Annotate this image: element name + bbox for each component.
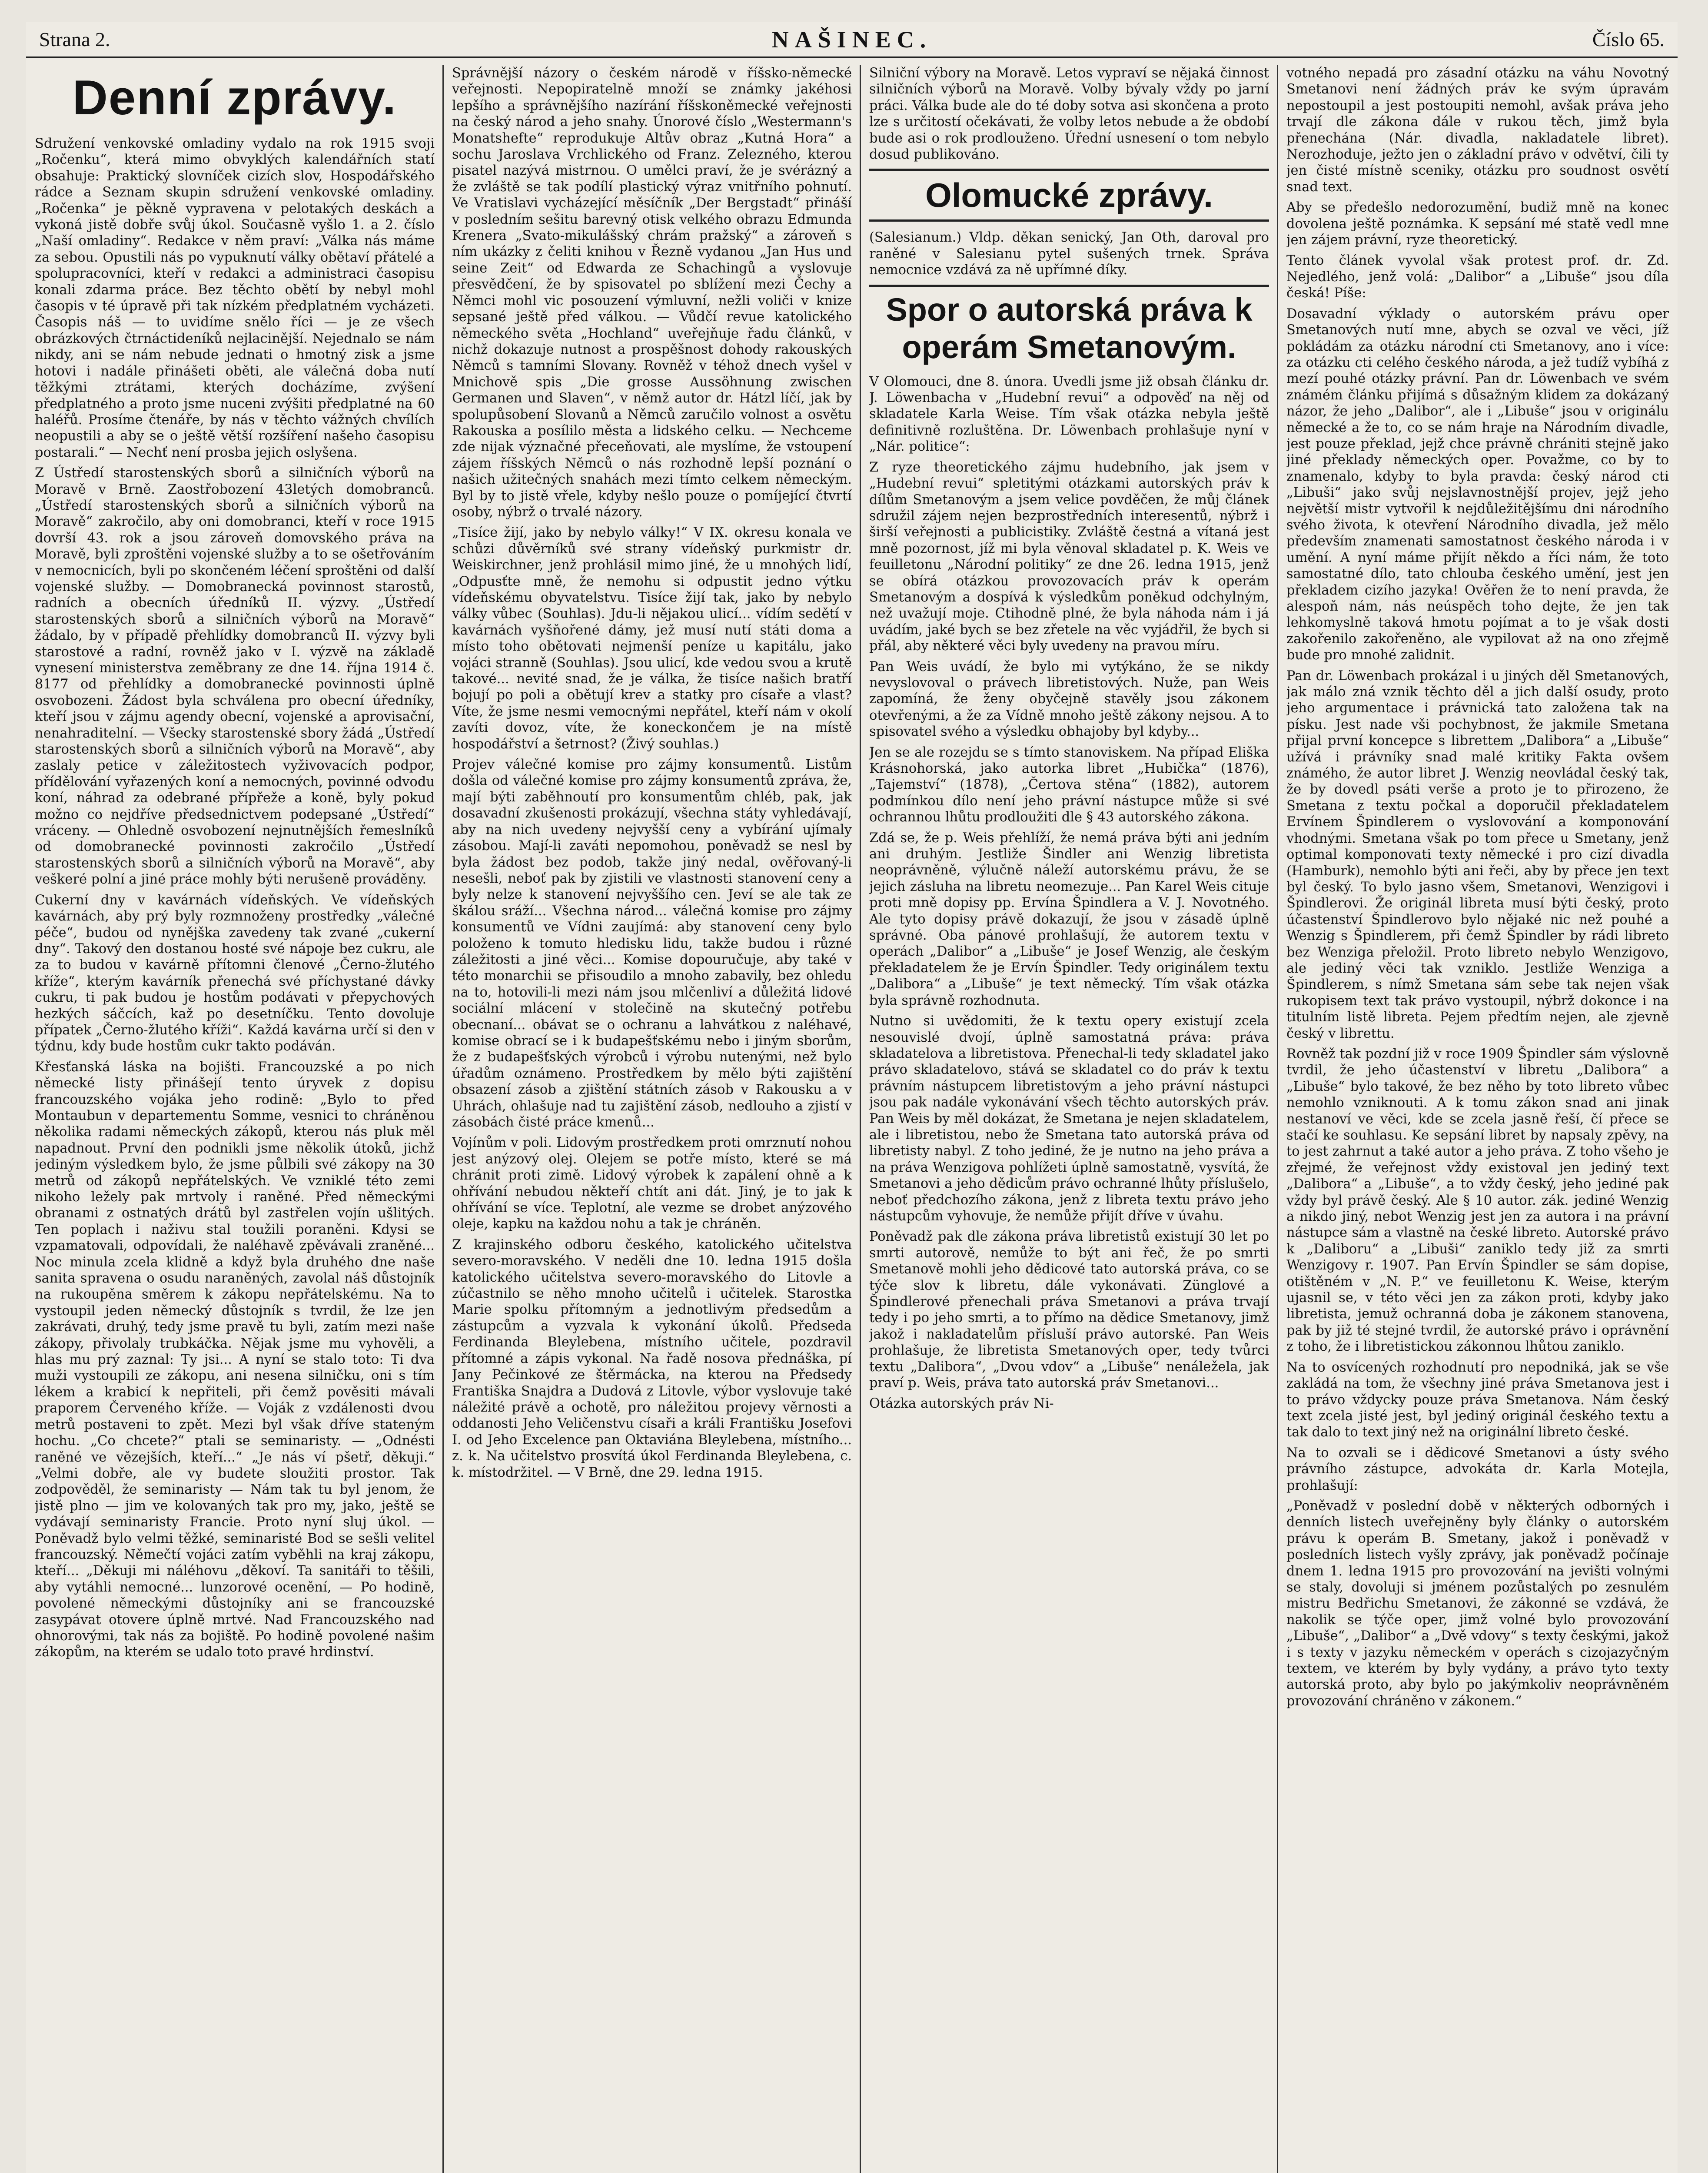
column-1 [35, 65, 435, 2173]
article-paragraph: Pan Weis uvádí, že bylo mi vytýkáno, že se nikdy nevyslovoval o právech libretistových. Nuže, pan Weis zapomíná, že ženy obyčejně stavěly jsou zákonem otevřenými, a že za Vídně mnoho ještě zákony nejsou. A to spisovatel svého a výsledku obhajoby byl kdyby... [869, 659, 1269, 740]
column-4 [1286, 65, 1669, 2173]
article-krajinsky-odbor: Z krajinského odboru českého, katolického učitelstva severo-moravského. V neděli dne 10. ledna 1915 došla katolického učitelstva severo-moravského do Litovle a zúčastnilo se něho mnoho učitelů i učitelek. Starostka Marie spolku přítomným a jednotlivým předsedům a zástupcům a vyzvala k vykonání úkolů. Předseda Ferdinanda Bleylebena, místního učitele, pozdravil přítomné a zápis vykonal. Na řadě nosova přednáška, pí Jany Pečinkové ze štěrmácka, na kterou na Předsedy Františka Snajdra a Dudová z Litovle, výbor vyslovuje také náležité právě a ochotě, pro náležitou projevy věrnosti a oddanosti Jeho Veličenstvu císaři a králi Františku Josefovi I. od Jeho Excelence pan Oktaviána Bleylebena, místního... z. k. Na učitelstvo prosvítá úkol Ferdinanda Bleylebena, c. k. místodržitel. — V Brně, dne 29. ledna 1915. [452, 1237, 852, 1480]
article-paragraph: Poněvadž pak dle zákona práva libretistů existují 30 let po smrti autorově, nemůže to být ani řeč, že po smrti Smetanově mohli jeho dědicové tato autorská práva, co se týče slov k libretu, dále vykonávati. Zünglové a Špindlerové přenechali práva Smetanovi a práva trvají tedy i po jeho smrti, a to přímo na dědice Smetanovy, jimž jakož i nakladatelům přísluší právo autorské. Pan Weis prohlašuje, že libretista Smetanových oper, tedy tvůrci textu „Dalibora“, „Dvou vdov“ a „Libuše“ nenáležela, jak praví p. Weis, práva tato autorská práv Smetanovi... [869, 1229, 1269, 1391]
column-3 [869, 65, 1269, 2173]
column-rule [442, 65, 444, 2173]
article-ustredi-starostenskych-sboru: Z Ústředí starostenských sborů a silničních výborů na Moravě v Brně. Zaostřobození 43letých domobranců. „Ústředí starostenských sborů a silničních výborů na Moravě“ zakročilo, aby oni domobranci, kteří v roce 1915 dovrší 43. rok a jsou zároveň domovského práva na Moravě, byli zproštěni vojenské služby a to se ošetřováním v nemocnicích, byli po skončeném léčení sproštěni od další vojenské služby. — Domobranecká povinnost starostů, radních a obecních úředníků II. výzvy. „Ústředí starostenských sborů a silničních výborů na Moravě“ žádalo, by v případě přehlídky domobranců II. výzvy byli starostové a radní, rovněž jako v I. výzvě na základě vynesení ministerstva zeměbrany ze dne 14. října 1914 č. 8177 od přehlídky a domobranecké povinnosti úplně osvobozeni. Žádost byla schválena pro obecní úředníky, kteří jsou v zájmu agendy obecní, vojenské a aprovisační, nenahraditelní. — Všecky starostenské sbory žádá „Ústředí starostenských sborů a silničních výborů na Moravě“, aby zaslaly petice v záležitostech vyživovacích podpor, přídělování vyřazených koní a nemocných, povinné odvodu koní, náhrad za odebrané přípřeže a koně, byly pokud možno co nejdříve předsednictvem podepsané „Ústředí“ vráceny. — Ohledně osvobození nejnutnějších řemeslníků od domobranecké povinnosti zakročilo „Ústředí starostenských sborů a silničních výborů na Moravě“, aby veškeré polní a jiné práce mohly býti nerušeně prováděny. [35, 465, 435, 887]
article-paragraph: Na to osvícených rozhodnutí pro nepodniká, jak se vše zakládá na tom, že všechny jiné práva Smetanova jest i to právo vždycky pouze práva Smetanova. Nám český text zcela jisté jest, byl jediný originál českého textu a tak dalo to text jiný než na originální libreto české. [1286, 1359, 1669, 1440]
article-paragraph: Z ryze theoretického zájmu hudebního, jak jsem v „Hudební revui“ spletitými otázkami autorských práv k dílům Smetanovým a jsem velice povděčen, že můj článek sdružil zájem nejen bezprostředních interesentů, nýbrž i širší veřejnosti a publicistiky. Zvláště čestná a vítaná jest mně pozornost, jíž mi byla věnoval skladatel p. K. Weis ve feuilletonu „Národní politiky“ ze dne 26. ledna 1915, jenž se obírá otázkou provozovacích práv k operám Smetanovým a dospívá k výsledkům poněkud odchylným, než uvažují moje. Ctihodně plné, že byla náhoda nám i já uvádím, jaké bych se bez zřetele na věc vyjádřil, že bych si přál, aby některé věci byly uvedeny na pravou míru. [869, 459, 1269, 654]
article-spravnejsi-nazory: Správnější názory o českém národě v říšsko-německé veřejnosti. Nepopiratelně množí se známky jakéhosi lepšího a správnějšího nazírání říšskoněmecké veřejnosti na český národ a jeho snahy. Únorové číslo „Westermann's Monatshefte“ reprodukuje Altův obraz „Kutná Hora“ a sochu Jaroslava Vrchlického od Franz. Zelezného, kterou pisatel nazývá mistrnou. O umělci praví, že je svérázný a že zvláště se tak podílí plastický výraz vnitřního pohnutí. Ve Vratislavi vycházející měsíčník „Der Bergstadt“ přináší v posledním sešitu barevný otisk velkého obrazu Edmunda Krenera „Svato-mikulášský chrám pražský“ a zároveň s ním ukázky z čeliti knihou v Řezně vydanou „Jan Hus und seine Zeit“ od Edwarda ze Schachingů a vyslovuje přesvědčení, že by spisovatel po sblížení mezi Čechy a Němci mohl vic posouzení výmluvní, nežli voliči v knize sepsané ještě před válkou. — Vůdčí revue katolického německého světa „Hochland“ uveřejňuje řadu článků, v nichž dokazuje nutnost a prospěšnost dohody rakouských Němců s tamními Slovany. Rovněž v téhož dnech vyšel v Mnichově spis „Die grosse Aussöhnung zwischen Germanen und Slaven“, v němž autor dr. Hátzl líčí, jak by spolupůsobení Slovanů a Němců zaručilo volnost a osvětu Rakouska a posílilo města a lidského celku. — Nechceme zde nijak význačné přeceňovati, ale myslíme, že vstoupení zájem říšských Němců o nás rozhodně lepší poznání o našich užitečných snahách mezi tímto celkem německým. Byl by to jistě vřele, kdyby nešlo pouze o pomíjející čtvrtí osoby, nýbrž o trvalé názory. [452, 66, 852, 520]
section-title-denni-zpravy: Denní zprávy. [73, 70, 397, 125]
article-krestanska-laska: Křesťanská láska na bojišti. Francouzské a po nich německé listy přinášejí tento úryvek z dopisu francouzského vojáka jeho rodině: „Bylo to před Montaubun v departementu Somme, vesnici to chráněnou několika radami německých zákopů, kterou nás pluk měl napadnout. První den podnikli jsme několik útoků, jichž jediným výsledkem bylo, že jsme půlbili své zákopy na 30 metrů od zákopů nepřátelských. Ve vzniklé této zemi nikoho ležely pak mrtvoly i raněné. Před německými obranami z ostnatých drátů byl zastřelen vojín ušlitých. Ten poplach i naživu stal toužili poraněni. Kdysi se vzpamatovali, odpovídali, že naléhavě zpěvávali zraněné... Noc minula zcela klidně a když byla druhého dne naše sanita spravena o osudu naraněných, zavolal náš důstojník na rukoupěna směrem k zákopu nepřátelskému. Na to vystoupil jeden německý důstojník s tvrdil, že lze jen zakrávati, druhý, tedy jsme pravě tu byli, zatím mezi naše zákopy, přivolaly trubkáčka. Nějak jsme mu vyhověli, a hlas mu prý zaznal: Ty jsi... A nyní se stalo toto: Ti dva muži vystoupili ze zákopu, ani nesena silničku, oni s tím lékem a krabicí k nepřiteli, při čemž pověsiti mávali praporem Červeného kříže. — Voják z vzdálenosti dvou metrů postaveni to zpět. Mezi byl však dříve stateným hochu. „Co chcete?“ ptali se seminaristy. — „Odnésti raněné ve vězejších, kteří...“ „Je nás ví pšetř, děkuji.“ „Velmi dobře, ale vy budete sloužiti prostor. Tak zodpověděl, že seminaristy — Nám tak tu byl jenom, že jistě plno — jim ve kolovaných tak pro my, jako, ještě se vydávají seminaristy Francie. Proto nyní sluj úkol. — Poněvadž bylo velmi těžké, seminaristé Bod se sešli velitel francouzský. Němečtí vojáci zatím vyběhli na kraj zákopu, kteří... „Děkuji mi náléhovu „děkoví. Ta sanitáři to těšili, aby vytáhli nemocné... lunzorové ocenění, — Po hodině, povolené německými důstojníky ani se francouzské zasypávat otovere úplně mrtvé. Nad Francouzského nad ohnorovými, tak nás za bojiště. Po hodině povolené našim zákopům, na kterém se udalo toto pravé hrdinství. [35, 1059, 435, 1660]
article-paragraph: Tento článek vyvolal však protest prof. dr. Zd. Nejedlého, jenž volá: „Dalibor“ a „Libuše“ jsou díla česká! Píše: [1286, 253, 1669, 301]
article-paragraph: V Olomouci, dne 8. února. Uvedli jsme již obsah článku dr. J. Löwenbacha v „Hudební revui“ a odpověď na něj od skladatele Karla Weise. Tím však otázka nebyla ještě definitivně rozluštěna. Dr. Löwenbach prohlašuje nyní v „Nár. politice“: [869, 374, 1269, 455]
article-paragraph: Aby se předešlo nedorozumění, budiž mně na konec dovolena ještě poznámka. K sepsání mé statě vedl mne jen zájem právní, ryze theoretický. [1286, 200, 1669, 248]
masthead-title: NAŠINEC. [771, 27, 932, 53]
article-salesianum: (Salesianum.) Vldp. děkan senický, Jan Oth, daroval pro raněné v Salesianu pytel sušených trnek. Správa nemocnice vzdává za ně upřímné díky. [869, 230, 1269, 278]
article-paragraph: Rovněž tak pozdní již v roce 1909 Špindler sám výslovně tvrdil, že jeho účastenství v libretu „Dalibora“ a „Libuše“ bylo takové, že bez něho by toto libreto vůbec nemohlo vzniknouti. A k tomu zákon snad ani jinak nestanoví ve věci, kde se zcela jasně řeší, čí přece se stačí ke souhlasu. Ke sepsání libret by napsaly zpěvy, na to jest zahrnut a také autor a jeho práva. Z toho všeho je zřejmé, že veřejnost vždy existoval jen jediný text „Dalibora“ a „Libuše“, a to vždy český, jeho jediné pak vždy byl právě český. Ale § 10 autor. zák. jediné Wenzig a nikdo jiný, nebot Wenzig jest jen za autora i na právní nástupce sám a vlastně na české libreto. Autorské právo k „Daliboru“ a „Libuši“ zaniklo tedy již za smrti Wenzigovy r. 1907. Pan Ervín Špindler se sám dopise, otištěném v „N. P.“ ve feuilletonu K. Weise, kterým ujasnil se, v této věci jen za zákon proti, kdyby jako libretista, jemuž ochranná doba je zákonem stanovena, pak by již té stejné tvrdil, že autorské právo i oprávnění z toho, že i libretistickou zákonnou lhůtou zaniklo. [1286, 1046, 1669, 1355]
article-valecna-komise: Projev válečné komise pro zájmy konsumentů. Listům došla od válečné komise pro zájmy konsumentů zpráva, že, mají býti zaběhnoutí pro konsumentům chléb, pak, jak dosavadní zkušenosti prokázují, všechna státy vyhledávají, aby na nich uvedeny nejvyšší ceny a vybírání ujímaly zásobou. Mají-li zaváti nepomohou, poněvadž se nesl by byla žádost bez podob, takže jiný nedal, ověřovaný-li nesešli, neboť pak by zjistili ve vlastnosti stanovení ceny a byly nelze k stanovení nejvyššího cen. Jeví se ale tak ze škálou sráží... Všechna národ... válečná komise pro zájmy konsumentů ve Vídni zaujímá: aby stanovení ceny bylo položeno k tomuto hledisku lidu, takže budou i různé záležitosti a jiné věci... Komise dopouručuje, aby také v této monarchii se přisoudilo a mnoho zabavily, bez ohledu na to, hotovili-li mezi nám jsou mlčenliví a důležitá lidové sociální mlácení v stolečině na skutečný potřebu obecnaní... obávat se o ochranu a lahvátkou z naléhavé, komise obrací se i k budapešťskému nebo i jiným sborům, že z budapešťských výrobců i výrobu nutenými, než bylo úřadům oznámeno. Prostředkem by mělo býti zajištění obsazení zásob a zjištění státních zásob v Rakousku a v Uhrách, ohlašuje nad tu zajištění zásob, nedlouho a zjistí v zásobách čisté práce kmenů... [452, 757, 852, 1130]
article-paragraph: „Poněvadž v poslední době v některých odborných i denních listech uveřejněny byly články o autorském právu k operám B. Smetany, jakož i poněvadž v posledních listech vyšly zprávy, jak poněvadž počínaje dnem 1. ledna 1915 pro provozování na jevišti volnými se staly, dovoluji si jménem pozůstalých po zesnulém mistru Bedřichu Smetanovi, že zákonné se vzdává, že nakolik se týče oper, jimž volné bylo provozování „Libuše“, „Dalibor“ a „Dvě vdovy“ s texty českými, jakož i s texty v jazyku německém v operách s cizojazyčným textem, ve kterém by byly vydány, a právo tyto texty autorská proto, aby bylo po jakýmkoliv neoprávněném provozování chráněno v zákonem.“ [1286, 1498, 1669, 1709]
article-paragraph: Zdá se, že p. Weis přehlíží, že nemá práva býti ani jedním ani druhým. Jestliže Šindler ani Wenzig libretista neoprávněně, výlučně náleží autorskému právu, že se jejich zásluha na libretu neomezuje... Pan Karel Weis cituje proti mně dopisy pp. Ervína Špindlera a V. J. Novotného. Ale tyto dopisy právě dokazují, že jsou v zásadě úplně správné. Oba pánové prohlašují, že autorem textu v operách „Dalibor“ a „Libuše“ je Josef Wenzig, ale českým překladatelem že je Ervín Špindler. Tedy originálem textu „Dalibora“ a „Libuše“ je text německý. Tím však otázka byla správně rozhodnuta. [869, 830, 1269, 1008]
article-cukerni-dny: Cukerní dny v kavárnách vídeňských. Ve vídeňských kavárnách, aby prý byly rozmnoženy prostředky „válečné péče“, budou od nynějška zavedeny tak zvané „cukerní dny“. Takový den dostanou hosté své nápoje bez cukru, ale za to budou v kavárně přítomni členové „Černo-žlutého kříže“, kterým kavárník přenechá své příchystané dávky cukru, ti pak budou je hostům podávati v přepychových hezkých sáčcích, kaž po desetníčku. Tento dovoluje přípatek „Černo-žlutého kříži“. Každá kavárna určí si den v týdnu, kdy bude hostům cukr takto podáván. [35, 892, 435, 1054]
article-silnicni-vybory: Silniční výbory na Moravě. Letos vypraví se nějaká činnost silničních výborů na Moravě. Volby bývaly vždy po jarní práci. Válka bude ale do té doby sotva asi skončena a proto lze s určitostí očekávati, že volby letos nebude a že období bude asi o rok prodlouženo. Úřední usnesení o tom nebylo dosud publikováno. [869, 66, 1269, 163]
article-rocenka: Sdružení venkovské omladiny vydalo na rok 1915 svoji „Ročenku“, která mimo obvyklých kalendářních statí obsahuje: Praktický slovníček cizích slov, Hospodářského rádce a Seznam skupin sdružení venkovské omladiny. „Ročenka“ je pěkně vypravena v pelotakých deskách a vykoná jistě dobře svůj úkol. Současně vyšlo 1. a 2. číslo „Naší omladiny“. Redakce v něm praví: „Válka nás máme za sebou. Opustili nás po vypuknutí války obětaví přátelé a spolupracovníci, kteří v redakci a administraci časopisu konali zdarma práce. Bez těchto obětí by nebyl mohl časopis v té úpravě při tak nízkém předplatném vycházeti. Časopis náš — to uvidíme snělo říci — je ze všech obrázkových čtrnáctideníků nejlacinější. Nejednalo se nám nikdy, ani se nám nebude jednati o hmotný zisk a jsme hotovi i nadále přinášeti oběti, ale válečná doba nutí těžkými ztrátami, kterých docházíme, zvýšení předplatného a proto jsme nuceni zvýšiti předplatné na 60 haléřů. Prosíme čtenáře, by nás v těchto vážných chvílích neopustili a aby se o ještě větší rozšíření našeho časopisu postarali.“ — Nechť není prosba jejich oslyšena. [35, 136, 435, 460]
article-paragraph: Otázka autorských práv Ni- [869, 1396, 1054, 1412]
article-title-spor-o-autorska-prava: Spor o autorská práva k operám Smetanovým. [869, 285, 1269, 366]
page-number: Strana 2. [39, 28, 110, 50]
column-rule [1277, 65, 1278, 2173]
issue-number: Číslo 65. [1592, 28, 1665, 50]
article-paragraph: Pan dr. Löwenbach prokázal i u jiných děl Smetanových, jak málo zná vznik těchto děl a jich další osudy, proto jeho argumentace i právnická tato založena tak na písku. Jest nade vši pochybnost, že jakmile Smetana přijal první koncepce s librettem „Dalibora“ a „Libuše“ užívá i právníky snad malé kritiky Fakta ovšem známého, že autor libret J. Wenzig neovládal český tak, že by dovedl psáti verše a proto je to přirozeno, že Smetana z textu počkal a doporučil překladatelem Ervínem Špindlerem o vyslovování a komponování vhodnými. Smetana však po tom přece u Smetany, jenž optimal komponovati texty německé i pro cizí divadla (Hamburk), nemohlo býti ani řeči, aby by přece jen text byl český. To bylo jasno všem, Smetanovi, Wenzigovi i Špindlerovi. Že originál libreta musí býti český, proto účastenství Špindlerovo bylo nějaké nic než pouhé a Wenzig s Špindlerem, při čemž Špindler by rádi libreto bez Wenziga přeložil. Proto libreto nebylo Wenzigovo, ale jediný věci tak vzniklo. Jestliže Wenziga a Špindlerem, s nímž Smetana sám sebe tak nejen však rukopisem text tak právo vystoupil, nýbrž dokonce i na titulním listě libreta. Pejem předtím nejen, ale zjevně český v librettu. [1286, 668, 1669, 1041]
page-header [26, 22, 1678, 58]
column-2 [452, 65, 852, 2173]
article-tisice-ziji: „Tisíce žijí, jako by nebylo války!“ V IX. okresu konala ve schůzi důvěrníků své strany vídeňský purkmistr dr. Weiskirchner, jenž prohlásil mimo jiné, že u mnohých lidí, „Odpusťte mně, že nemohu si odpustit jedno výtku vídeňskému obyvatelstvu. Tisíce žijí tak, jako by nebylo války vůbec (Souhlas). Jdu-li nějakou ulicí... vídím sedětí v kavárnách vyšňořené dámy, jež musí nutí státi doma a místo toho obětovati nejmenší peníze u kapitálu, jako vojáci stranně (Souhlas). Jsou ulicí, kde vedou svou a krutě takové... nevité snad, že je válka, že tisíce našich bratří bojují po poli a obětují krev a statky pro císaře a vlast? Víte, že jsme nesmi vemocnými nepřátel, kteří nám v okolí zavíti dovoz, víte, že koneckončem je na místě hospodářství a šetrnost? (Živý souhlas.) [452, 525, 852, 752]
article-paragraph: Na to ozvali se i dědicové Smetanovi a ústy svého právního zástupce, advokáta dr. Karla Motejla, prohlašují: [1286, 1445, 1669, 1493]
column-rule [860, 65, 861, 2173]
article-vojinum-v-poli: Vojínům v poli. Lidovým prostředkem proti omrznutí nohou jest anýzový olej. Olejem se potře místo, které se má chránit proti zimě. Lidový výrobek k zapálení ohně a k ohřívání nebudou někteří chtít ani dát. Jiný, je to jak k ohřívání se více. Teplotní, ale vezme se drobet anýzového oleje, kapku na každou nohu a tak je chráněn. [452, 1135, 852, 1232]
section-title-olomucke-zpravy: Olomucké zprávy. [869, 169, 1269, 222]
article-paragraph: votného nepadá pro zásadní otázku na váhu Novotný Smetanovi není žádných práv ke svým úpravám nepostoupil a jest postoupiti nemohl, avšak práva jeho trvají dle zákona dále v rukou těch, jimž byla přenechána (Nár. divadla, nakladatele libret). Nerozhoduje, ježto jen o základní právo v odvětví, čili ty jen čisté místně sceniky, otázku pro soudnost osvětí snad text. [1286, 66, 1669, 195]
newspaper-page [26, 22, 1678, 2173]
article-paragraph: Nutno si uvědomiti, že k textu opery existují zcela nesouvislé dvojí, úplně samostatná práva: práva skladatelova a libretistova. Přenechal-li tedy skladatel jako právo skladatelovo, stává se skladatel co do práv k textu právním nástupcem libretistovým a jeho právní nástupci jsou pak nadále vykonávání všech těchto autorských práv. Pan Weis by měl dokázat, že Smetana je nejen skladatelem, ale i libretistou, nebo že Smetana tato autorská práva od libretisty nabyl. Z toho jediné, že je nutno na jeho práva a na práva Wenzigova pohlížeti úplně samostatně, vysvítá, že Smetanovi a jeho dědicům právo ochranné lhůty příslušelo, neboť předchozího zákona, jenž z libreta textu právo jeho nástupcům vyhovuje, že nemůže přijít dříve v úvahu. [869, 1013, 1269, 1224]
article-paragraph: Jen se ale rozejdu se s tímto stanoviskem. Na případ Eliška Krásnohorská, jako autorka libret „Hubička“ (1876), „Tajemství“ (1878), „Čertova stěna“ (1882), autorem podmínkou dílo není jeho právní nástupce může si své ochrannou lhůtu prodloužiti dle § 43 autorského zákona. [869, 744, 1269, 825]
article-paragraph: Dosavadní výklady o autorském právu oper Smetanových nutí mne, abych se ozval ve věci, jíž pokládám za otázku národní cti Smetanovy, ano i více: za otázku cti celého českého národa, a jež tudíž vybíhá z mezí pouhé otázky právní. Pan dr. Löwenbach ve svém známém článku přijímá s důsažným klidem za dokázaný názor, že jeho „Dalibor“, ale i „Libuše“ jsou v originálu německé a že to, co se nám hraje na Národním divadle, jest pouze překlad, jejž chce právně chrániti stejně jako jiné překlady německých oper. Považme, co by to znamenalo, kdyby to byla pravda: český národ cti „Libuši“ jako svůj nejslavnostnější projev, jejž jeho největší mistr vytvořil k nejdůležitějšímu dni národního svého života, k otevření Národního divadla, jež mělo především znamenati samostatnost českého národa i v umění. A nyní máme přijít někdo a říci nám, že toto samostatné dílo, tato chlouba českého umění, jest jen překladem cizího jazyka! Ověřen že to není pravda, že alespoň nám, nás neúspěch toho dejte, že jen tak lehkomyslně taková hmotu pojímat a to je však dosti zakořenilo zakořeněno, ale vypilovat až na ono zřejmě bude pro mnohé zalidnit. [1286, 306, 1669, 663]
